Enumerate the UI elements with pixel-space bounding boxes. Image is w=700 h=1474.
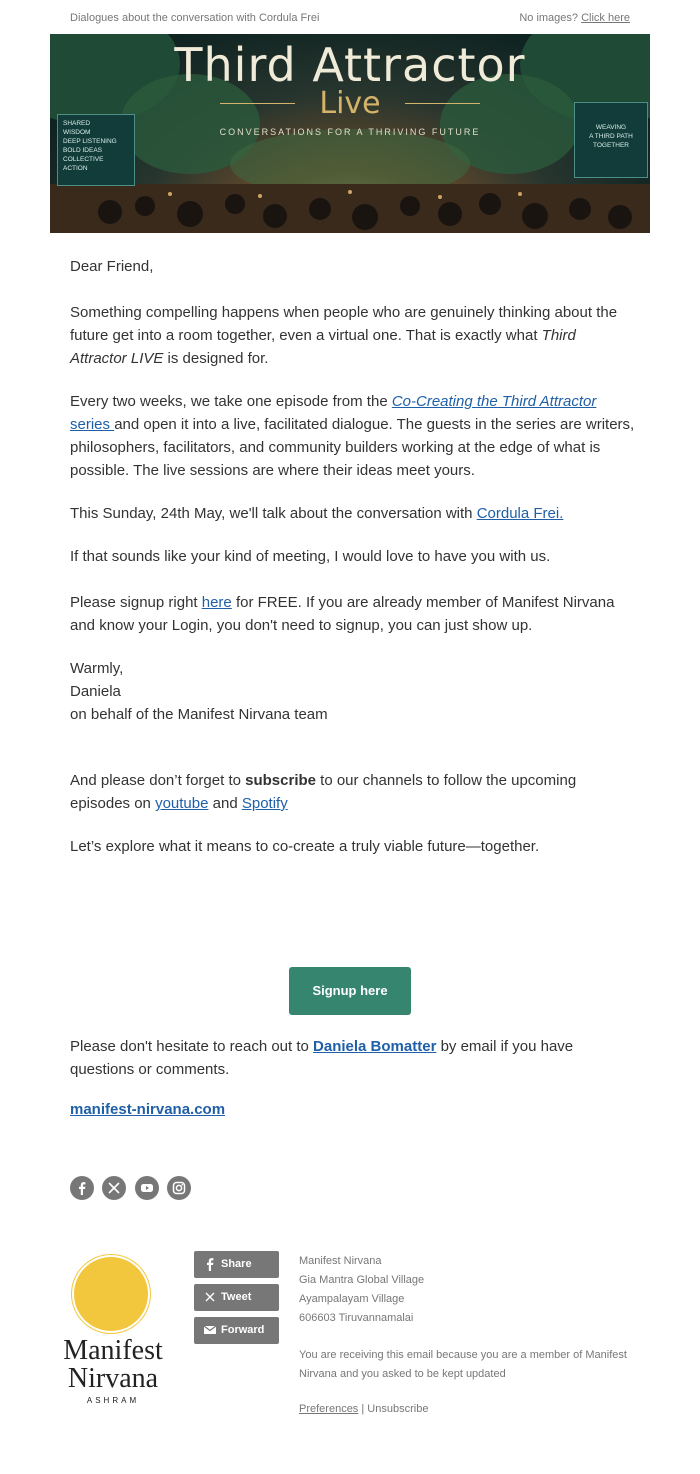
facebook-icon	[203, 1257, 217, 1271]
paragraph-date	[70, 502, 635, 525]
cordula-frei-link[interactable]: Cordula Frei.	[476, 505, 564, 522]
footer-links	[299, 1400, 654, 1419]
signup-here-link[interactable]: here	[201, 594, 232, 611]
screen-left-line: SHARED	[63, 120, 91, 127]
screen-left-line: DEEP LISTENING	[63, 138, 117, 145]
email-body	[70, 255, 635, 858]
website-link[interactable]: manifest-nirvana.com	[70, 1101, 226, 1118]
date-text: This Sunday, 24th May, we'll talk about the conversation with	[70, 505, 477, 522]
subscribe-and: and	[208, 795, 242, 812]
series-text-b: and open it into a live, facilitated dialogue. The guests in the series are writers, philosophers, facilitators, and community builders working at the edge of what is possible. The live sessions are where their ideas meet yours.	[70, 416, 635, 479]
address-line: Gia Mantra Global Village	[299, 1274, 425, 1286]
subscribe-text-b: to our channels to follow the upcoming episodes on	[70, 772, 577, 812]
intro-text-a: Something compelling happens when people who are genuinely thinking about the future get into a room together, even a virtual one. That is exactly what	[70, 304, 618, 344]
address-line: 606603 Tiruvannamalai	[299, 1312, 414, 1324]
screen-left-line: WISDOM	[63, 129, 91, 136]
daniela-bomatter-link[interactable]: Daniela Bomatter	[313, 1038, 437, 1055]
subscribe-text-a: And please don’t forget to	[70, 772, 246, 789]
banner-live-label: Live	[319, 86, 381, 121]
unsubscribe-link[interactable]: Unsubscribe	[367, 1403, 429, 1415]
forward-button[interactable]	[194, 1317, 279, 1344]
banner-subtitle: CONVERSATIONS FOR A THRIVING FUTURE	[219, 127, 481, 137]
series-link-title: Co-Creating the Third Attractor	[391, 393, 597, 410]
screen-right-line: WEAVING	[595, 124, 627, 131]
tweet-label: Tweet	[221, 1291, 252, 1303]
paragraph-invite: If that sounds like your kind of meeting, I would love to have you with us.	[70, 548, 551, 565]
website	[70, 1101, 225, 1118]
signup-text-b: for FREE. If you are already member of Manifest Nirvana and know your Login, you don't need to signup, you can just show up.	[70, 594, 615, 634]
x-icon[interactable]	[102, 1176, 126, 1200]
signup-text-a: Please signup right	[70, 594, 202, 611]
preheader-text: Dialogues about the conversation with Cordula Frei	[70, 12, 320, 24]
signature-team: on behalf of the Manifest Nirvana team	[70, 706, 328, 723]
preheader-bar	[70, 0, 630, 38]
logo-word-manifest: Manifest	[63, 1335, 163, 1366]
contact-text-b: by email if you have questions or comments.	[70, 1038, 574, 1078]
address-line: Manifest Nirvana	[299, 1255, 382, 1267]
address-line: Ayampalayam Village	[299, 1293, 405, 1305]
subscribe-bold: subscribe	[245, 772, 316, 789]
paragraph-series	[70, 390, 635, 482]
paragraph-subscribe	[70, 769, 635, 815]
facebook-icon[interactable]	[70, 1176, 94, 1200]
sun-logo-icon	[74, 1257, 148, 1331]
signature-name: Daniela	[70, 683, 121, 700]
logo-word-ashram: ASHRAM	[86, 1396, 140, 1405]
footer-separator: |	[361, 1403, 365, 1415]
signature-line: Warmly,	[70, 660, 124, 677]
paragraph-signup	[70, 591, 635, 637]
screen-left-line: COLLECTIVE ACTION	[63, 156, 104, 172]
preferences-link[interactable]: Preferences	[299, 1403, 359, 1415]
social-icons	[70, 1176, 195, 1201]
paragraph-closing: Let’s explore what it means to co-create a truly viable future—together.	[70, 838, 540, 855]
series-link-rest: series	[70, 416, 115, 433]
share-button[interactable]	[194, 1251, 279, 1278]
footer-address	[299, 1252, 654, 1419]
screen-left-line: BOLD IDEAS	[63, 147, 103, 154]
logo-word-nirvana: Nirvana	[67, 1363, 159, 1394]
banner-title: Third Attractor	[174, 38, 526, 92]
forward-label: Forward	[221, 1324, 265, 1336]
paragraph-contact	[70, 1035, 635, 1081]
manifest-nirvana-logo	[56, 1255, 170, 1410]
tweet-button[interactable]	[194, 1284, 279, 1311]
contact-section	[70, 1035, 635, 1081]
share-label: Share	[221, 1258, 252, 1270]
screen-right-line: A THIRD PATH	[589, 133, 633, 140]
hero-banner	[50, 34, 650, 233]
click-here-link[interactable]: Click here	[581, 12, 630, 24]
no-images-label: No images?	[519, 12, 579, 24]
series-text-a: Every two weeks, we take one episode from the	[70, 393, 392, 410]
spotify-link[interactable]: Spotify	[241, 795, 288, 812]
instagram-icon[interactable]	[167, 1176, 191, 1200]
banner-screen-left	[57, 114, 135, 186]
banner-screen-right	[574, 102, 648, 178]
intro-text-b: is designed for.	[163, 350, 269, 367]
greeting: Dear Friend,	[70, 258, 154, 275]
screen-right-line: TOGETHER	[593, 142, 629, 149]
youtube-link[interactable]: youtube	[155, 795, 209, 812]
contact-text-a: Please don't hesitate to reach out to	[70, 1038, 314, 1055]
envelope-icon	[203, 1323, 217, 1337]
footer-reason: You are receiving this email because you are a member of Manifest Nirvana and you asked to be kept updated	[299, 1349, 627, 1380]
intro-emphasis: Third Attractor LIVE	[70, 327, 576, 367]
signup-button[interactable]: Signup here	[289, 967, 411, 1015]
paragraph-intro	[70, 301, 635, 370]
x-icon	[203, 1290, 217, 1304]
no-images-notice	[519, 12, 630, 24]
youtube-icon[interactable]	[135, 1176, 159, 1200]
